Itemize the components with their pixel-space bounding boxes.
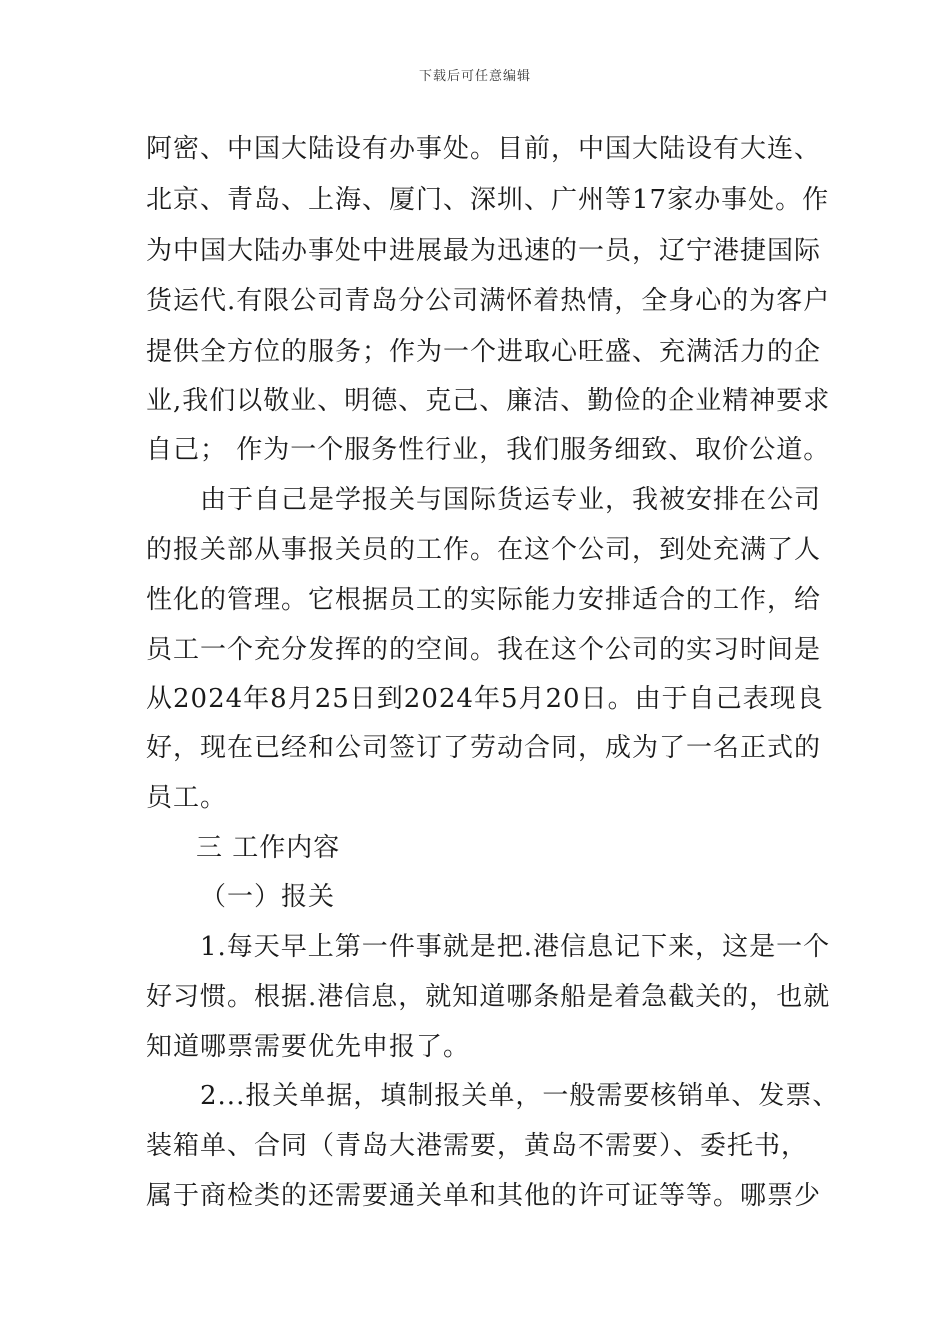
text-line: 员工。: [146, 783, 228, 813]
text-line: 货运代.有限公司青岛分公司满怀着热情，全身心的为客户: [146, 286, 831, 316]
text-line: 为中国大陆办事处中进展最为迅速的一员，辽宁港捷国际: [146, 236, 822, 266]
text-line: 好习惯。根据.港信息，就知道哪条船是着急截关的，也就: [146, 982, 831, 1012]
text-line: 的报关部从事报关员的工作。在这个公司，到处充满了人: [146, 535, 822, 565]
text-line: 从2024年8月25日到2024年5月20日。由于自己表现良: [146, 684, 824, 714]
text-line: 阿密、中国大陆设有办事处。目前，中国大陆设有大连、: [146, 134, 822, 164]
text-line: 1.每天早上第一件事就是把.港信息记下来，这是一个: [200, 932, 831, 962]
section-heading: 三 工作内容: [196, 833, 341, 863]
text-line: 2...报关单据，填制报关单，一般需要核销单、发票、: [200, 1081, 840, 1111]
text-line: 好，现在已经和公司签订了劳动合同，成为了一名正式的: [146, 733, 822, 763]
text-line: 知道哪票需要优先申报了。: [146, 1032, 471, 1062]
text-line: 由于自己是学报关与国际货运专业，我被安排在公司: [200, 485, 822, 515]
text-line: 性化的管理。它根据员工的实际能力安排适合的工作，给: [146, 585, 822, 615]
text-line: 提供全方位的服务；作为一个进取心旺盛、充满活力的企: [146, 337, 822, 367]
text-line: 业,我们以敬业、明德、克己、廉洁、勤俭的企业精神要求: [146, 386, 831, 416]
text-line: 属于商检类的还需要通关单和其他的许可证等等。哪票少: [146, 1181, 822, 1211]
text-line: 装箱单、合同（青岛大港需要，黄岛不需要）、委托书，: [146, 1131, 809, 1161]
text-line: 员工一个充分发挥的的空间。我在这个公司的实习时间是: [146, 635, 822, 665]
text-line: 北京、青岛、上海、厦门、深圳、广州等17家办事处。作: [146, 185, 830, 215]
subsection-heading: （一）报关: [200, 882, 336, 912]
text-line: 自己； 作为一个服务性行业，我们服务细致、取价公道。: [146, 435, 831, 465]
page-header: 下载后可任意编辑: [418, 69, 531, 84]
